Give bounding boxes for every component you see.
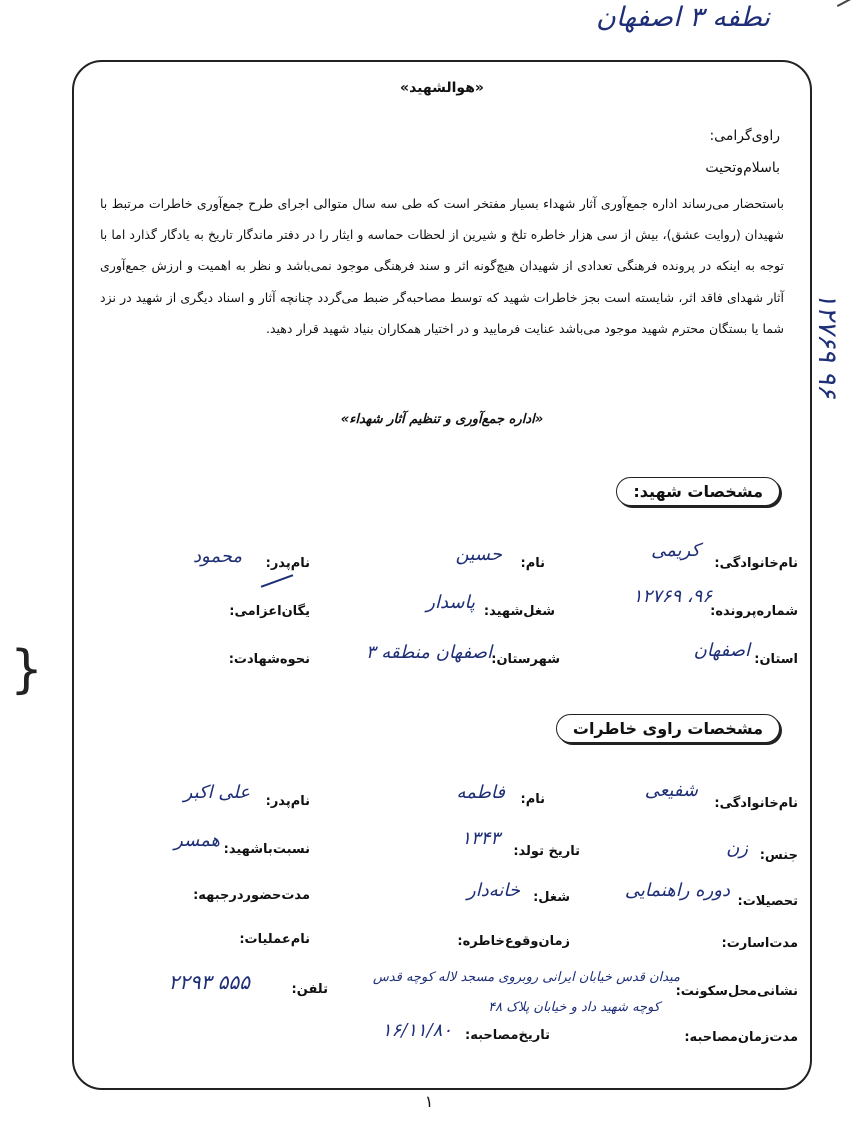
narrator-phone-label: تلفن: <box>291 982 328 997</box>
narrator-front-duration-label: مدت‌حضوردرجبهه: <box>193 888 310 903</box>
narrator-gender-label: جنس: <box>759 848 798 863</box>
narrator-address-line1: میدان قدس خیابان ایرانی روبروی مسجد لاله کوچه قدس <box>372 970 680 985</box>
narrator-name-value: فاطمه <box>456 782 505 803</box>
narrator-family-name-value: شفیعی <box>644 780 698 801</box>
martyr-section-title: مشخصات شهید: <box>616 477 780 506</box>
pen-stroke-mark <box>261 574 294 588</box>
handwritten-file-note: نطفه ۳ اصفهان <box>596 2 771 33</box>
narrator-captivity-label: مدت‌اسارت: <box>721 936 798 951</box>
narrator-name-label: نام: <box>520 792 545 807</box>
document-title: «هوالشهید» <box>400 80 484 96</box>
martyr-father-name-label: نام‌پدر: <box>265 556 310 571</box>
narrator-interview-duration-label: مدت‌زمان‌مصاحبه: <box>684 1030 798 1045</box>
martyr-name-value: حسین <box>455 544 502 565</box>
martyr-province-label: استان: <box>754 652 798 667</box>
narrator-father-name-value: علی اکبر <box>183 782 250 803</box>
martyr-province-value: اصفهان <box>693 640 750 661</box>
martyr-name-label: نام: <box>520 556 545 571</box>
narrator-birth-date-value: ۱۳۴۳ <box>461 828 500 849</box>
narrator-relation-value: همسر <box>174 830 220 851</box>
letter-body: باستحضار می‌رساند اداره جمع‌آوری آثار شهداء بسیار مفتخر است که طی سه سال متوالی اجرای طرح جمع‌آوری خاطرات مرتبط با شهیدان (روایت عشق)، بیش از سی هزار خاطره تلخ و شیرین از لحظات حماسه و ایثار را در دفتر ماندگار تاریخ به یادگار گذارد اما با توجه به اینکه در پرونده فرهنگی تعدادی از شهیدان هیچ‌گونه اثر و سند فرهنگی موجود نمی‌باشد و نظر به اهمیت و ارزش جمع‌آوری آثار شهدای فاقد اثر، شایسته است بجز خاطرات شهید که توسط مصاحبه‌گر ضبط می‌گردد چنانچه آثار و اسناد دیگری از شهید در نزد شما یا بستگان محترم شهید موجود می‌باشد عنایت فرمایید و در اختیار همکاران بنیاد شهید قرار دهید. <box>100 196 784 336</box>
narrator-birth-date-label: تاریخ تولد: <box>513 844 580 859</box>
narrator-education-value: دوره راهنمایی <box>624 880 730 901</box>
martyr-file-number-label: شماره‌پرونده: <box>710 604 798 619</box>
martyr-father-name-value: محمود <box>193 546 242 567</box>
narrator-family-name-label: نام‌خانوادگی: <box>714 796 798 811</box>
martyr-family-name-value: کریمی <box>651 540 700 561</box>
martyr-city-value: اصفهان منطقه ۳ <box>365 642 492 663</box>
narrator-phone-value: ۵۵۵ ۲۲۹۳ <box>168 970 250 994</box>
narrator-father-name-label: نام‌پدر: <box>265 794 310 809</box>
narrator-address-label: نشانی‌محل‌سکونت: <box>675 984 798 999</box>
form-frame <box>72 60 812 1090</box>
letter-signature: «اداره جمع‌آوری و تنظیم آثار شهداء» <box>340 412 544 427</box>
narrator-education-label: تحصیلات: <box>737 894 798 909</box>
martyr-family-name-label: نام‌خانوادگی: <box>714 556 798 571</box>
salutation: راوی‌گرامی: <box>709 128 780 144</box>
margin-tick-mark <box>837 0 857 7</box>
narrator-interview-date-label: تاریخ‌مصاحبه: <box>465 1028 550 1043</box>
page-number: ۱ <box>424 1092 434 1111</box>
narrator-gender-value: زن <box>726 838 748 859</box>
narrator-interview-date-value: ۱۶/۱۱/۸۰ <box>381 1020 452 1041</box>
martyr-martyrdom-type-label: نحوه‌شهادت: <box>228 652 310 667</box>
martyr-file-number-value: ۹۶، ۱۲۷۶۹ <box>632 586 712 607</box>
narrator-address-line2: کوچه شهید داد و خیابان پلاک ۴۸ <box>488 1000 660 1015</box>
narrator-relation-label: نسبت‌باشهید: <box>223 842 310 857</box>
martyr-occupation-value: پاسدار <box>426 592 475 613</box>
narrator-section-title: مشخصات راوی خاطرات <box>556 714 780 743</box>
greeting: باسلام‌وتحیت <box>705 160 780 176</box>
martyr-city-label: شهرستان: <box>491 652 560 667</box>
handwritten-side-number: ۹۶ ۱۲۷۶۹ <box>812 292 842 399</box>
narrator-occupation-value: خانه‌دار <box>467 880 520 901</box>
narrator-memory-time-label: زمان‌وقوع‌خاطره: <box>457 934 570 949</box>
margin-brace-mark: { <box>10 640 44 700</box>
narrator-operation-label: نام‌عملیات: <box>239 932 310 947</box>
martyr-unit-label: یگان‌اعزامی: <box>229 604 310 619</box>
narrator-occupation-label: شغل: <box>533 890 570 905</box>
martyr-occupation-label: شغل‌شهید: <box>483 604 555 619</box>
